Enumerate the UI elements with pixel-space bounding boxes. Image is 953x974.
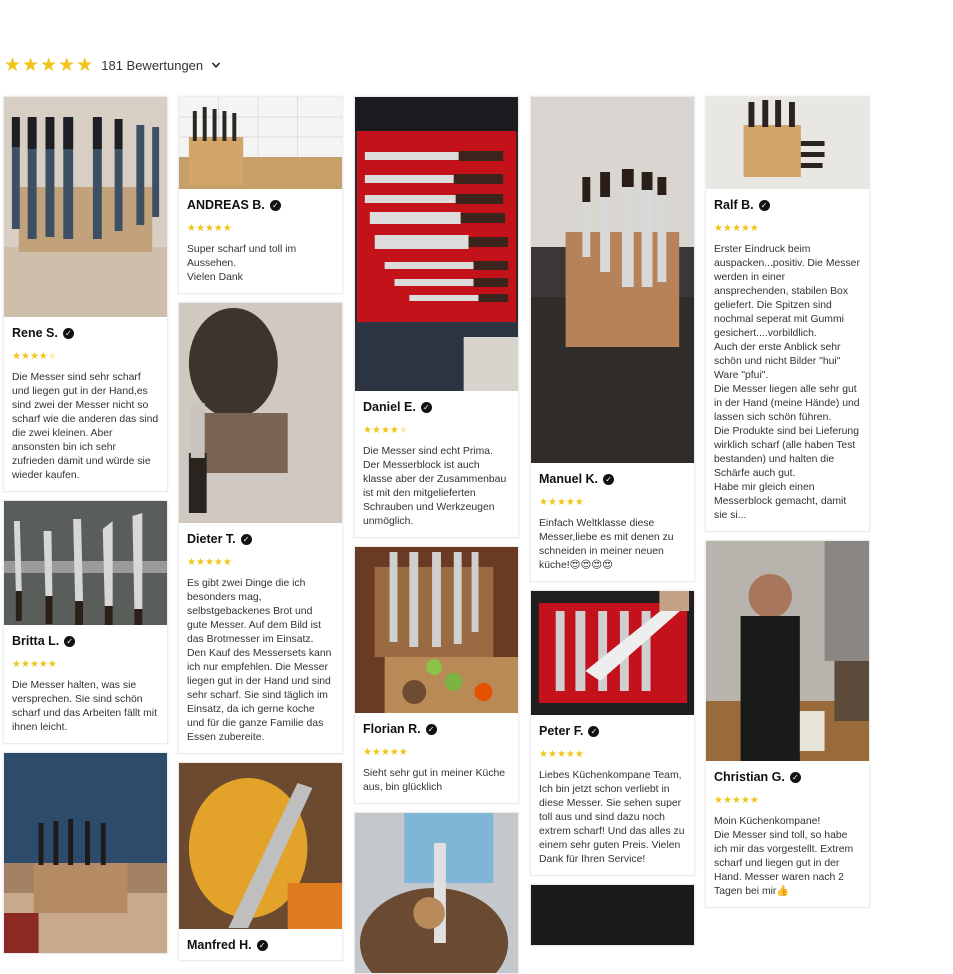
star-icon: ★ [38, 351, 48, 362]
star-icon: ★ [714, 223, 723, 234]
review-text: Super scharf und toll im Aussehen. Vielen Dank [187, 244, 297, 283]
star-icon: ★ [749, 795, 759, 806]
review-column-2 [178, 96, 343, 961]
reviewer-name: Manfred H. [187, 938, 252, 952]
review-photo[interactable] [706, 541, 869, 761]
star-icon: ★ [389, 425, 399, 436]
review-photo[interactable] [355, 97, 518, 391]
review-photo[interactable] [706, 97, 869, 189]
summary-stars [4, 56, 93, 75]
star-icon: ★ [47, 659, 57, 670]
star-outline-icon: ★ [398, 425, 408, 436]
review-body [4, 317, 167, 491]
review-photo[interactable] [4, 753, 167, 953]
review-photo[interactable] [531, 885, 694, 945]
review-stars [714, 796, 861, 806]
star-icon: ★ [58, 54, 76, 76]
star-icon: ★ [222, 223, 232, 234]
review-card[interactable] [530, 96, 695, 582]
reviewer-name: Peter F. [539, 724, 584, 738]
star-icon: ★ [556, 749, 566, 760]
review-column-4 [530, 96, 695, 946]
review-stars [12, 352, 159, 362]
review-card[interactable] [178, 762, 343, 961]
verified-check-icon: ✓ [257, 940, 268, 951]
star-outline-icon: ★ [47, 351, 57, 362]
chevron-down-icon[interactable] [211, 60, 221, 70]
star-icon: ★ [363, 425, 372, 436]
review-body [531, 715, 694, 875]
review-card[interactable] [705, 96, 870, 532]
star-icon: ★ [565, 749, 575, 760]
review-card[interactable] [3, 96, 168, 492]
star-icon: ★ [195, 223, 205, 234]
review-stars [187, 224, 334, 234]
review-text: Die Messer sind sehr scharf und liegen gut in der Hand,es sind zwei der Messer nicht so scharf wie die anderen das sind die zwei kleinen. Aber ansonsten bin ich sehr zufrieden damit und würde sie wieder kaufen. [12, 372, 159, 481]
review-card[interactable] [354, 96, 519, 538]
review-card[interactable] [178, 302, 343, 754]
star-icon: ★ [565, 497, 575, 508]
review-card[interactable] [3, 752, 168, 954]
reviewer-name: Dieter T. [187, 532, 236, 546]
verified-check-icon: ✓ [64, 636, 75, 647]
review-card[interactable] [178, 96, 343, 294]
review-card[interactable] [530, 590, 695, 876]
review-photo[interactable] [179, 303, 342, 523]
star-icon: ★ [556, 497, 566, 508]
rating-summary[interactable] [4, 55, 221, 75]
star-icon: ★ [12, 659, 21, 670]
review-body [179, 929, 342, 960]
review-photo[interactable] [4, 97, 167, 317]
star-icon: ★ [29, 351, 39, 362]
reviewer-name: ANDREAS B. [187, 198, 265, 212]
star-icon: ★ [40, 54, 58, 76]
verified-check-icon: ✓ [790, 772, 801, 783]
star-icon: ★ [213, 223, 223, 234]
review-stars [12, 660, 159, 670]
review-stars [539, 750, 686, 760]
review-stars [187, 558, 334, 568]
review-photo[interactable] [531, 97, 694, 463]
review-body [531, 463, 694, 581]
verified-check-icon: ✓ [421, 402, 432, 413]
review-card[interactable] [705, 540, 870, 908]
star-icon: ★ [195, 557, 205, 568]
star-icon: ★ [398, 747, 408, 758]
review-photo[interactable] [179, 97, 342, 189]
star-icon: ★ [749, 223, 759, 234]
star-icon: ★ [539, 497, 548, 508]
review-stars [539, 498, 686, 508]
star-icon: ★ [389, 747, 399, 758]
review-card[interactable] [354, 812, 519, 974]
star-icon: ★ [76, 54, 94, 76]
star-icon: ★ [740, 223, 750, 234]
star-icon: ★ [187, 557, 196, 568]
review-text: Die Messer halten, was sie versprechen. Sie sind schön scharf und das Arbeiten fällt mit ihnen leicht. [12, 680, 157, 733]
review-photo[interactable] [355, 813, 518, 973]
star-icon: ★ [722, 795, 732, 806]
star-icon: ★ [380, 425, 390, 436]
star-icon: ★ [547, 749, 557, 760]
review-body [4, 625, 167, 743]
verified-check-icon: ✓ [603, 474, 614, 485]
verified-check-icon: ✓ [426, 724, 437, 735]
review-body [706, 761, 869, 907]
review-text: Die Messer sind echt Prima. Der Messerblock ist auch klasse aber der Zusammenbau ist mit den mitgelieferten Schrauben und Werkzeugen unmöglich. [363, 446, 507, 527]
review-text: Einfach Weltklasse diese Messer,liebe es mit denen zu schneiden in meiner neuen küche!😍😍😍😍 [539, 518, 674, 571]
reviewer-name: Manuel K. [539, 472, 599, 486]
review-card[interactable] [3, 500, 168, 744]
star-icon: ★ [187, 223, 196, 234]
star-icon: ★ [539, 749, 548, 760]
review-body [706, 189, 869, 531]
star-icon: ★ [731, 223, 741, 234]
reviewer-name: Ralf B. [714, 198, 754, 212]
review-photo[interactable] [531, 591, 694, 715]
star-icon: ★ [204, 223, 214, 234]
review-body [355, 713, 518, 803]
reviewer-name: Britta L. [12, 634, 60, 648]
reviewer-name: Daniel E. [363, 400, 416, 414]
star-icon: ★ [4, 54, 22, 76]
star-icon: ★ [574, 749, 584, 760]
verified-check-icon: ✓ [63, 328, 74, 339]
review-photo[interactable] [179, 763, 342, 929]
review-text: Erster Eindruck beim auspacken...positiv. Die Messer werden in einer ansprechenden, stabilen Box geliefert. Die Spitzen sind nochmal seperat mit Gummi gesichert....vorbildlich. Auch der erste Anblick sehr schön und nicht Bilder "hui" Ware "pfui". Die Messer liegen alle sehr gut in der Hand (meine Hände) und lassen sich schön führen. Die Produkte sind bei Lieferung wirklich scharf (alle haben Test bestanden) und halten die Schärfe auch gut. Habe mir gleich einen Messerblock gemacht, damit sie si... [714, 244, 860, 521]
star-icon: ★ [731, 795, 741, 806]
review-text: Es gibt zwei Dinge die ich besonders mag, selbstgebackenes Brot und gute Messer. Auf dem Bild ist das Brotmesser im Einsatz. Den Kauf des Messersets kann ich nur empfehlen. Die Messer liegen gut in der Hand und sind sehr scharf. Sie sind täglich im Einsatz, da ich gerne koche und für die ganze Familie das Essen zubereite. [187, 578, 332, 743]
star-icon: ★ [574, 497, 584, 508]
verified-check-icon: ✓ [588, 726, 599, 737]
reviewer-name: Florian R. [363, 722, 421, 736]
review-count: 181 Bewertungen [101, 57, 204, 73]
star-icon: ★ [20, 351, 30, 362]
star-icon: ★ [213, 557, 223, 568]
star-icon: ★ [363, 747, 372, 758]
review-body [179, 523, 342, 753]
star-icon: ★ [371, 425, 381, 436]
verified-check-icon: ✓ [241, 534, 252, 545]
reviewer-name: Rene S. [12, 326, 58, 340]
star-icon: ★ [714, 795, 723, 806]
star-icon: ★ [12, 351, 21, 362]
star-icon: ★ [547, 497, 557, 508]
review-body [355, 391, 518, 537]
review-card[interactable] [530, 884, 695, 946]
review-card[interactable] [354, 546, 519, 804]
star-icon: ★ [222, 557, 232, 568]
star-icon: ★ [38, 659, 48, 670]
star-icon: ★ [20, 659, 30, 670]
review-photo[interactable] [355, 547, 518, 713]
star-icon: ★ [740, 795, 750, 806]
review-column-3 [354, 96, 519, 974]
review-stars [714, 224, 861, 234]
star-icon: ★ [204, 557, 214, 568]
review-text: Sieht sehr gut in meiner Küche aus, bin glücklich [363, 768, 506, 793]
review-photo[interactable] [4, 501, 167, 625]
review-text: Moin Küchenkompane! Die Messer sind toll, so habe ich mir das vorgestellt. Extrem scharf und liegen gut in der Hand. Messer waren nach 2 Tagen bei mir👍 [714, 816, 854, 897]
star-icon: ★ [722, 223, 732, 234]
star-icon: ★ [380, 747, 390, 758]
star-icon: ★ [371, 747, 381, 758]
review-column-5 [705, 96, 870, 908]
verified-check-icon: ✓ [270, 200, 281, 211]
verified-check-icon: ✓ [759, 200, 770, 211]
review-stars [363, 748, 510, 758]
review-body [179, 189, 342, 293]
review-text: Liebes Küchenkompane Team, Ich bin jetzt schon verliebt in diese Messer. Sie sehen super toll aus und sind dazu noch extrem scharf! Und das alles zu einem sehr guten Preis. Vielen Dank für Ihren Service! [539, 770, 685, 865]
star-icon: ★ [22, 54, 40, 76]
reviewer-name: Christian G. [714, 770, 785, 784]
star-icon: ★ [29, 659, 39, 670]
review-column-1 [3, 96, 168, 954]
review-stars [363, 426, 510, 436]
